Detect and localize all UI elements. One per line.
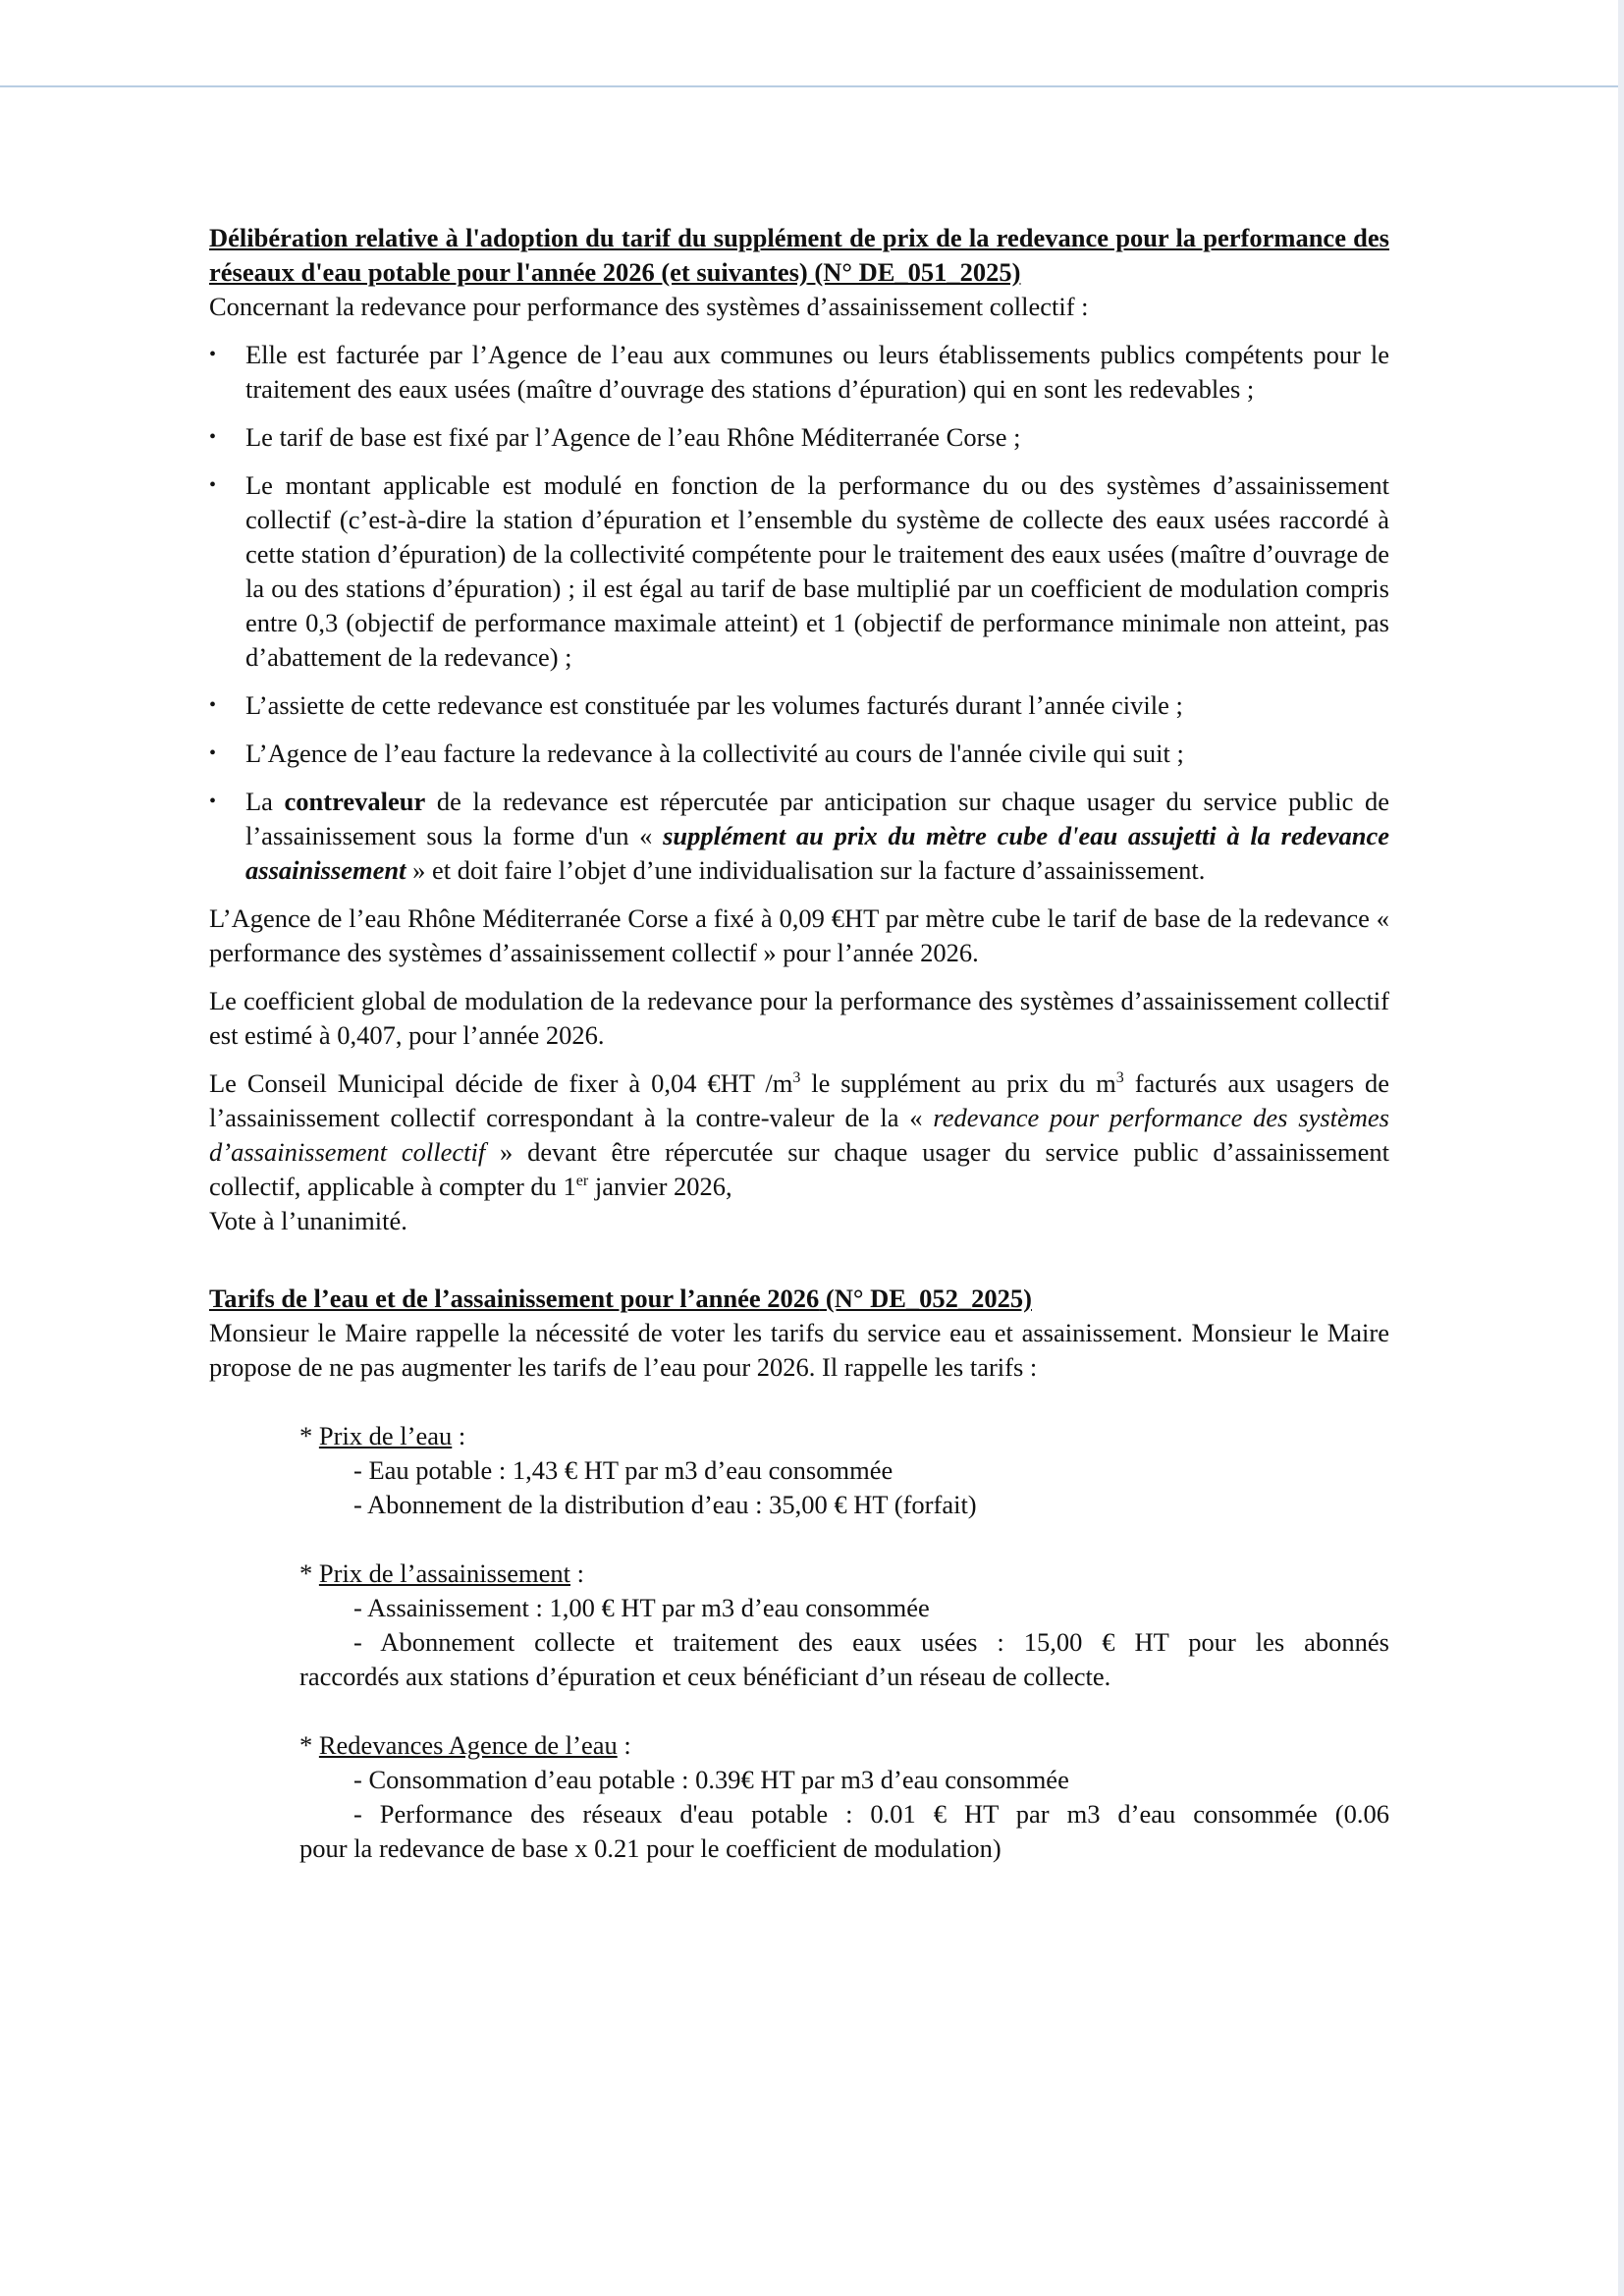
tarif-title-agence: * Redevances Agence de l’eau : <box>299 1730 631 1760</box>
list-item: • L’Agence de l’eau facture la redevance à la collectivité au cours de l'année civile qui suit ; <box>209 737 1389 771</box>
tarif-block-agence <box>209 1728 1389 1866</box>
tarif-item: - Performance des réseaux d'eau potable : 0.01 € HT par m3 d’eau consommée (0.06 <box>353 1799 1389 1829</box>
bullet-icon: • <box>209 791 217 812</box>
tarif-item: - Abonnement de la distribution d’eau : 35,00 € HT (forfait) <box>353 1490 977 1519</box>
bullet-icon: • <box>209 694 217 716</box>
bullet-icon: • <box>209 742 217 764</box>
tarif-item-continuation: raccordés aux stations d’épuration et ceux bénéficiant d’un réseau de collecte. <box>299 1662 1111 1691</box>
bullet-icon: • <box>209 344 217 365</box>
section1-heading: Délibération relative à l'adoption du tarif du supplément de prix de la redevance pour la performance des réseaux d'eau potable pour l'année 2026 (et suivantes) (N° DE_051_2025) <box>209 223 1389 287</box>
section2 <box>209 1282 1389 1866</box>
section1-intro: Concernant la redevance pour performance des systèmes d’assainissement collectif : <box>209 292 1089 321</box>
list-item: • Elle est facturée par l’Agence de l’eau aux communes ou leurs établissements publics compétents pour le traitement des eaux usées (maître d’ouvrage des stations d’épuration) qui en sont les redevables ; <box>209 340 1389 404</box>
list-item: • Le montant applicable est modulé en fonction de la performance du ou des systèmes d’assainissement collectif (c’est-à-dire la station d’épuration et l’ensemble du système de collecte des eaux usées raccordé à cette station d’épuration) de la collectivité compétente pour le traitement des eaux usées (maître d’ouvrage de la ou des stations d’épuration) ; il est égal au tarif de base multiplié par un coefficient de modulation compris entre 0,3 (objectif de performance maximale atteint) et 1 (objectif de performance minimale non atteint, pas d’abattement de la redevance) ; <box>209 470 1389 672</box>
contrevaleur-term: contrevaleur <box>284 787 426 816</box>
tarif-block-eau <box>209 1419 1389 1522</box>
page-top-rule <box>0 85 1624 87</box>
section1-bullet-list <box>209 338 1389 888</box>
tarif-item: - Assainissement : 1,00 € HT par m3 d’eau consommée <box>353 1593 930 1622</box>
tarif-item: - Eau potable : 1,43 € HT par m3 d’eau consommée <box>353 1455 893 1485</box>
tarif-item: - Consommation d’eau potable : 0.39€ HT par m3 d’eau consommée <box>353 1765 1069 1794</box>
section1-vote: Vote à l’unanimité. <box>209 1206 407 1235</box>
document-page <box>209 221 1389 1866</box>
list-item: • L’assiette de cette redevance est constituée par les volumes facturés durant l’année civile ; <box>209 688 1389 723</box>
bullet-icon: • <box>209 426 217 448</box>
supplement-term: supplément au prix du mètre cube d'eau assujetti à la redevance assainissement <box>245 821 1389 885</box>
section2-heading: Tarifs de l’eau et de l’assainissement pour l’année 2026 (N° DE_052_2025) <box>209 1284 1032 1313</box>
section1-paragraph-coefficient: Le coefficient global de modulation de la redevance pour la performance des systèmes d’assainissement collectif est estimé à 0,407, pour l’année 2026. <box>209 986 1389 1050</box>
section2-intro: Monsieur le Maire rappelle la nécessité de voter les tarifs du service eau et assainissement. Monsieur le Maire propose de ne pas augmenter les tarifs de l’eau pour 2026. Il rappelle les tarifs : <box>209 1318 1389 1382</box>
section2-reference: (N° DE_052_2025) <box>819 1284 1032 1313</box>
tarif-title-assainissement: * Prix de l’assainissement : <box>299 1558 584 1588</box>
section1-paragraph-base-rate: L’Agence de l’eau Rhône Méditerranée Corse a fixé à 0,09 €HT par mètre cube le tarif de base de la redevance « performance des systèmes d’assainissement collectif » pour l’année 2026. <box>209 903 1389 967</box>
tarif-item-continuation: pour la redevance de base x 0.21 pour le coefficient de modulation) <box>299 1833 1001 1863</box>
tarif-title-eau: * Prix de l’eau : <box>299 1421 466 1450</box>
section1-paragraph-decision: Le Conseil Municipal décide de fixer à 0,04 €HT $/m^3$ le supplément au prix du $m^3$ facturés aux usagers de l’assainissement collectif correspondant à la contre-valeur de la « redevance pour performance des systèmes d’assainissement collectif » devant être répercutée sur chaque usager du service public d’assainissement collectif, applicable à compter du 1er janvier 2026, <box>209 1068 1389 1201</box>
bullet-icon: • <box>209 474 217 496</box>
tarif-item: - Abonnement collecte et traitement des eaux usées : 15,00 € HT pour les abonnés <box>353 1627 1389 1657</box>
list-item: • La contrevaleur de la redevance est répercutée par anticipation sur chaque usager du service public de l’assainissement sous la forme d'un « supplément au prix du mètre cube d'eau assujetti à la redevance assainissement » et doit faire l’objet d’une individualisation sur la facture d’assainissement. <box>209 787 1389 885</box>
list-item: • Le tarif de base est fixé par l’Agence de l’eau Rhône Méditerranée Corse ; <box>209 420 1389 455</box>
page-right-edge <box>1618 0 1624 2296</box>
section1-reference: (N° DE_051_2025) <box>807 257 1021 287</box>
tarif-block-assainissement <box>209 1557 1389 1694</box>
